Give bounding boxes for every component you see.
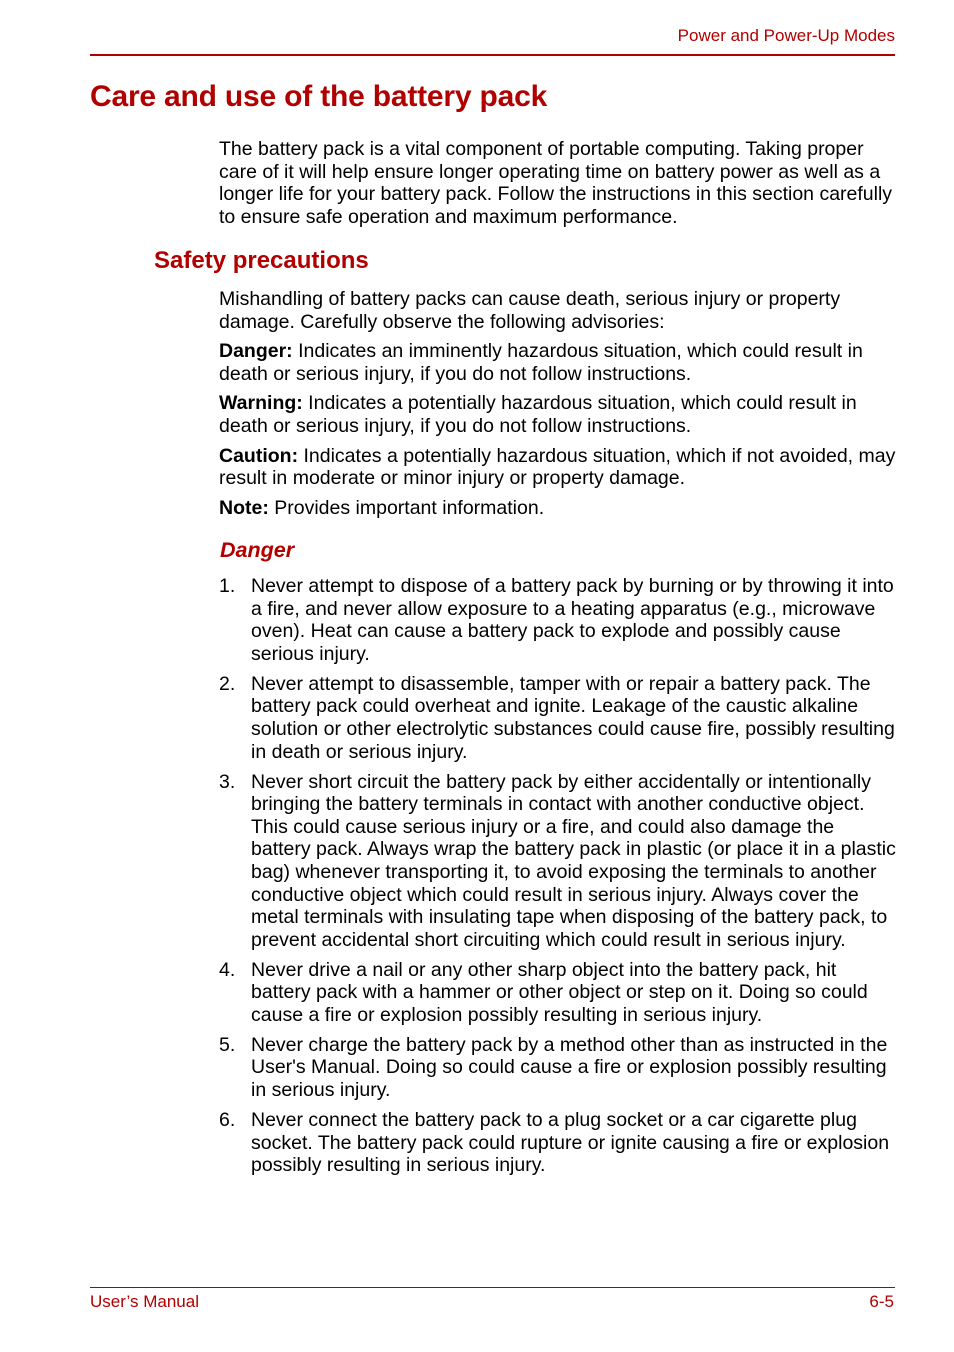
- running-header: Power and Power-Up Modes: [677, 26, 895, 45]
- list-item: [219, 771, 899, 952]
- list-item: [219, 1109, 899, 1177]
- item-number: 5.: [219, 1033, 236, 1056]
- item-text: Never short circuit the battery pack by either accidentally or intentionally bringing the battery terminals in contact with another conductive object. This could cause serious injury or a fire, and could also damage the battery pack. Always wrap the battery pack in plastic (or place it in a plastic bag) whenever transporting it, to avoid exposing the terminals to another conductive object which could result in serious injury. Always cover the metal terminals with insulating tape when disposing of the battery pack, to prevent accidental short circuiting which could result in serious injury.: [251, 770, 896, 951]
- footer-manual-title: User’s Manual: [90, 1292, 199, 1311]
- list-item: [219, 1034, 899, 1102]
- item-number: 6.: [219, 1109, 236, 1132]
- item-text: Never attempt to disassemble, tamper with or repair a battery pack. The battery pack could overheat and ignite. Leakage of the caustic alkaline solution or other electrolytic substances could cause fire, possibly resulting in death or serious injury.: [251, 672, 895, 763]
- page-number: 6-5: [869, 1292, 894, 1311]
- list-item: [219, 959, 899, 1027]
- safety-lead: Mishandling of battery packs can cause death, serious injury or property damage. Carefully observe the following advisories:: [219, 288, 841, 333]
- item-text: Never connect the battery pack to a plug socket or a car cigarette plug socket. The battery pack could rupture or ignite causing a fire or explosion possibly resulting in serious injury.: [251, 1109, 890, 1177]
- safety-block: [219, 288, 899, 519]
- advisory-text: Indicates a potentially hazardous situation, which could result in death or serious injury, if you do not follow instructions.: [219, 392, 857, 437]
- advisory-text: Provides important information.: [268, 496, 545, 519]
- item-text: Never attempt to dispose of a battery pack by burning or by throwing it into a fire, and never allow exposure to a heating apparatus (e.g., microwave oven). Heat can cause a battery pack to explode and possibly cause serious injury.: [251, 575, 894, 665]
- advisory-warning: [219, 392, 899, 437]
- advisory-text: Indicates an imminently hazardous situation, which could result in death or serious injury, if you do not follow instructions.: [219, 340, 863, 385]
- advisory-note: [219, 497, 899, 520]
- item-number: 2.: [219, 672, 236, 695]
- item-number: 1.: [219, 575, 236, 597]
- list-item: [219, 575, 899, 665]
- subsection-heading: Danger: [220, 538, 295, 562]
- advisory-term: Danger:: [219, 340, 293, 363]
- advisory-text: Indicates a potentially hazardous situation, which if not avoided, may result in moderate or minor injury or property damage.: [219, 444, 896, 490]
- page-title: Care and use of the battery pack: [90, 80, 548, 113]
- list-item: [219, 673, 899, 763]
- item-text: Never drive a nail or any other sharp object into the battery pack, hit battery pack with a hammer or other object or step on it. Doing so could cause a fire or explosion possibly resulting in serious injury.: [251, 958, 868, 1026]
- danger-list: [219, 575, 899, 1184]
- item-number: 4.: [219, 958, 236, 981]
- intro-text: The battery pack is a vital component of portable computing. Taking proper care of it will help ensure longer operating time on battery power as well as a longer life for your battery pack. Follow the instructions in this section carefully to ensure safe operation and maximum performance.: [219, 138, 893, 228]
- footer-rule: [90, 1287, 895, 1288]
- header-rule: [90, 54, 895, 56]
- section-heading: Safety precautions: [154, 247, 369, 274]
- advisory-term: Caution:: [219, 444, 299, 467]
- advisory-caution: [219, 445, 899, 490]
- item-number: 3.: [219, 770, 236, 793]
- intro-paragraph: [219, 138, 899, 228]
- advisory-danger: [219, 340, 899, 385]
- item-text: Never charge the battery pack by a method other than as instructed in the User's Manual. Doing so could cause a fire or explosion possibly resulting in serious injury.: [251, 1033, 888, 1102]
- advisory-term: Warning:: [219, 392, 303, 415]
- advisory-term: Note:: [219, 496, 269, 519]
